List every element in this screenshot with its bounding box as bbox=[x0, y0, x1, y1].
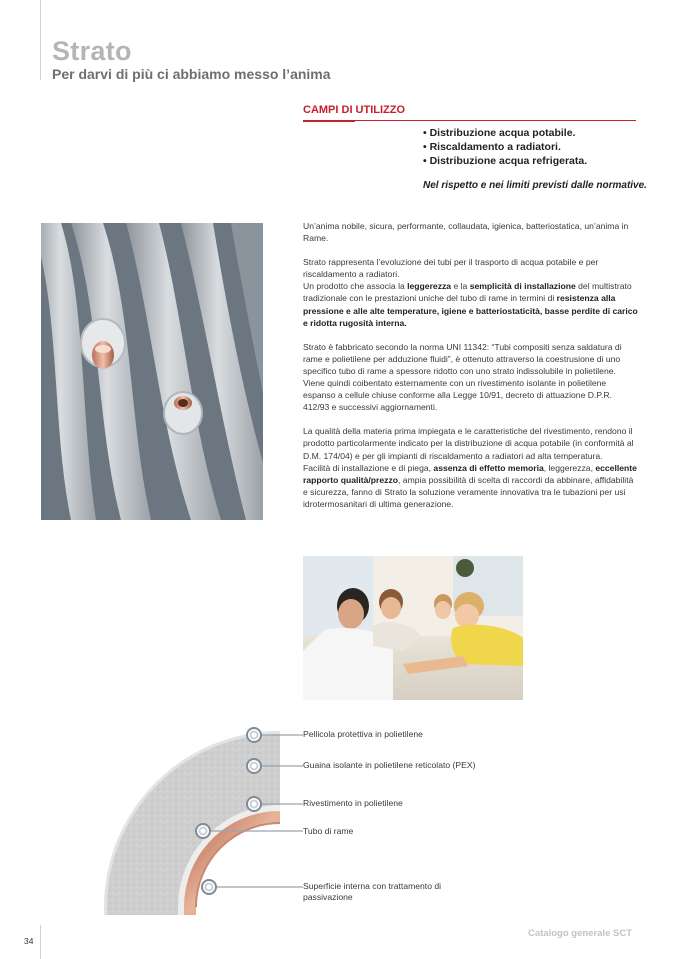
paragraph: Strato rappresenta l’evoluzione dei tubi per il trasporto di acqua potabile e per riscaldamento a radiatori. bbox=[303, 257, 599, 280]
paragraph: Un prodotto che associa la leggerezza e la semplicità di installazione del multistrato tradizionale con le prestazioni uniche del tubo di rame in termini di resistenza alla pressione e alle alte temperature, igiene e batteriostaticità, basse perdite di carico e ridotta rugosità interna. bbox=[303, 281, 638, 328]
application-item: • Riscaldamento a radiatori. bbox=[423, 141, 561, 153]
heading-accent-bar bbox=[303, 120, 355, 122]
layer-label: Pellicola protettiva in polietilene bbox=[303, 729, 423, 739]
application-item: • Distribuzione acqua potabile. bbox=[423, 127, 576, 139]
catalog-footer: Catalogo generale SCT bbox=[528, 928, 632, 939]
left-rule-bottom bbox=[40, 925, 41, 959]
page-subtitle: Per darvi di più ci abbiamo messo l’anima bbox=[52, 66, 331, 82]
left-rule-top bbox=[40, 0, 41, 80]
page-title: Strato bbox=[52, 36, 132, 66]
layer-label: Guaina isolante in polietilene reticolato (PEX) bbox=[303, 760, 476, 770]
pipes-photo bbox=[41, 223, 263, 520]
applications-heading: CAMPI DI UTILIZZO bbox=[303, 104, 406, 116]
paragraph: Facilità di installazione e di piega, assenza di effetto memoria, leggerezza, eccellente rapporto qualità/prezzo, ampia possibilità di scelta di raccordi da abbinare, affidabilità e sicurezza, fanno di Strato la soluzione veramente innovativa tra le tubazioni per usi idrotermosanitari di ultima generazione. bbox=[303, 462, 637, 509]
page-number: 34 bbox=[24, 936, 34, 946]
applications-note: Nel rispetto e nei limiti previsti dalle normative. bbox=[423, 180, 647, 191]
application-item: • Distribuzione acqua refrigerata. bbox=[423, 155, 588, 167]
paragraph: La qualità della materia prima impiegata e le caratteristiche del rivestimento, rendono il prodotto particolarmente indicato per la distribuzione di acqua potabile (in conformità al D.M. 174/04) e per gli impianti di riscaldamento a radiatori ad alta temperatura. bbox=[303, 426, 634, 461]
layer-label: Rivestimento in polietilene bbox=[303, 798, 403, 808]
paragraph: Strato è fabbricato secondo la norma UNI 11342: “Tubi compositi senza saldatura di rame e polietilene per adduzione fluidi”, è ottenuto attraverso la coestrusione di uno specifico tubo di rame a spessore ridotto con uno strato indissolubile in polietilene. Viene quindi coibentato esternamente con un rivestimento isolante in polietilene espanso a cellule chiuse conforme alla Legge 10/91, decreto di attuazione D.P.R. 412/93 e successivi aggiornamenti. bbox=[303, 341, 622, 413]
pipe-cross-section-diagram bbox=[60, 715, 320, 925]
layer-label: Superficie interna con trattamento di passivazione bbox=[303, 881, 442, 902]
paragraph: Un’anima nobile, sicura, performante, collaudata, igienica, batteriostatica, un’anima in Rame. bbox=[303, 221, 629, 244]
heading-rule bbox=[355, 120, 636, 121]
applications-list bbox=[423, 126, 587, 168]
body-text bbox=[303, 220, 639, 522]
layer-label: Tubo di rame bbox=[303, 826, 354, 836]
family-photo bbox=[303, 556, 523, 700]
